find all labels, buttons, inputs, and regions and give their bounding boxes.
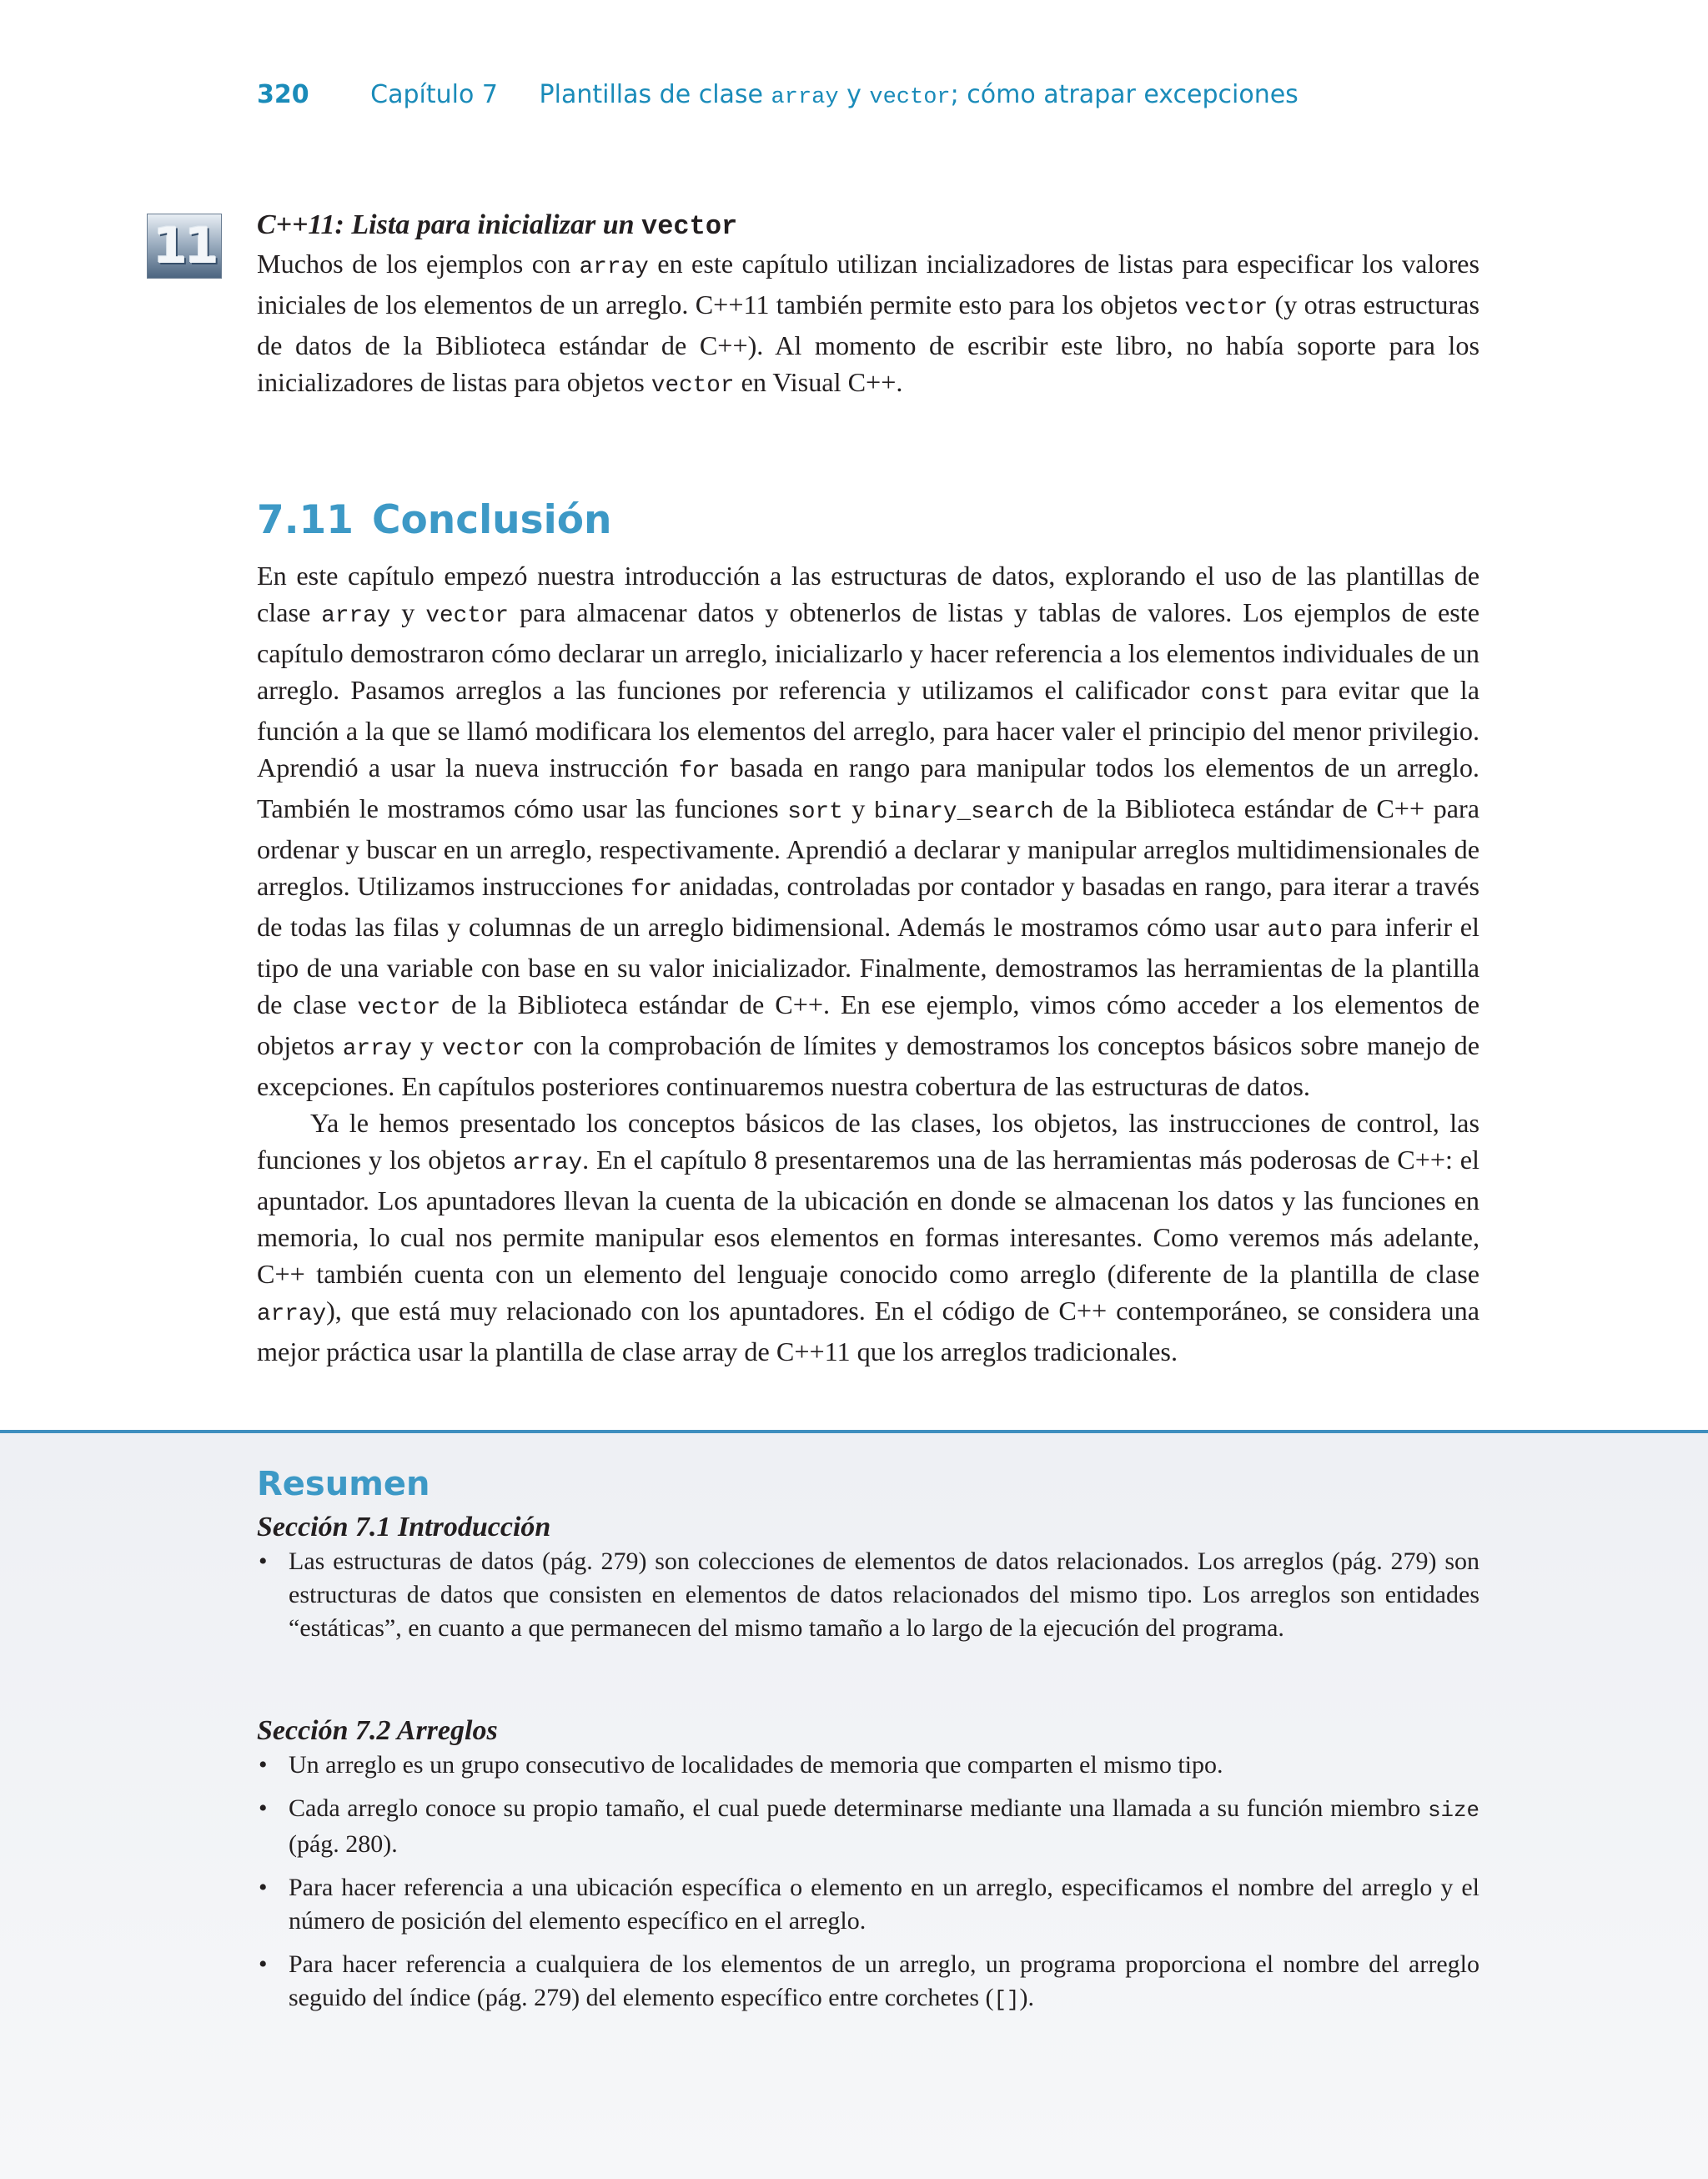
inline-code: for [678,758,721,784]
list-item: • Cada arreglo conoce su propio tamaño, el cual puede determinarse mediante una llamada a su función miembro size (pág. 280). [259,1794,1479,1858]
section-number: 7.11 [257,497,354,543]
chapter-title: Plantillas de clase array y vector; cómo atrapar excepciones [539,80,1299,110]
subsection-heading: Sección 7.1 Introducción [257,1512,551,1542]
inline-code: vector [357,995,441,1021]
inline-code: vector [441,1036,525,1062]
section-heading [257,497,611,543]
note-title: C++11: Lista para inicializar un vector [257,209,738,242]
bullet-list [257,1545,1479,1645]
chapter-label: Capítulo 7 [370,80,498,109]
cpp11-note [257,209,1479,405]
inline-code: vector [651,373,735,399]
inline-code: binary_search [873,799,1054,825]
inline-code: size [1428,1799,1479,1823]
list-item: • Un arreglo es un grupo consecutivo de localidades de memoria que comparten el mismo tipo. [259,1751,1223,1779]
inline-code: const [1200,681,1270,707]
list-item: • Las estructuras de datos (pág. 279) son colecciones de elementos de datos relacionados. Los arreglos (pág. 279) son estructuras de datos que consisten en elementos de datos relacionados del mismo tipo. Los arreglos son entidades “estáticas”, en cuanto a que permanecen del mismo tamaño a lo largo de la ejecución del programa. [259,1547,1479,1642]
inline-code: array [257,1301,327,1327]
inline-code: [] [993,1988,1020,2012]
inline-code: vector [1184,295,1268,321]
bullet-list [257,1749,1479,2017]
inline-code: array [513,1150,583,1176]
conclusion-paragraph-1: En este capítulo empezó nuestra introducción a las estructuras de datos, explorando el uso de las plantillas de clase array y vector para almacenar datos y obtenerlos de listas y tablas de valores. Los ejemplos de este capítulo demostraron cómo declarar un arreglo, inicializarlo y hacer referencia a los elementos individuales de un arreglo. Pasamos arreglos a las funciones por referencia y utilizamos el calificador const para evitar que la función a la que se llamó modificara los elementos del arreglo, para hacer valer el principio del menor privilegio. Aprendió a usar la nueva instrucción for basada en rango para manipular todos los elementos de un arreglo. También le mostramos cómo usar las funciones sort y binary_search de la Biblioteca estándar de C++ para ordenar y buscar en un arreglo, respectivamente. Aprendió a declarar y manipular arreglos multidimensionales de arreglos. Utilizamos instrucciones for anidadas, controladas por contador y basadas en rango, para iterar a través de todas las filas y columnas de un arreglo bidimensional. Además le mostramos cómo usar auto para inferir el tipo de una variable con base en su valor inicializador. Finalmente, demostramos las herramientas de la plantilla de clase vector de la Biblioteca estándar de C++. En ese ejemplo, vimos cómo acceder a los elementos de objetos array y vector con la comprobación de límites y demostramos los conceptos básicos sobre manejo de excepciones. En capítulos posteriores continuaremos nuestra cobertura de las estructuras de datos. [257,561,1480,1101]
inline-code: array [579,254,649,280]
inline-code: vector [425,603,510,629]
page-number: 320 [257,80,309,109]
inline-code: for [630,877,672,903]
section-title: Conclusión [371,497,612,543]
inline-code: array [321,603,391,629]
inline-code: auto [1267,918,1323,944]
list-item: • Para hacer referencia a cualquiera de los elementos de un arreglo, un programa proporciona el nombre del arreglo seguido del índice (pág. 279) del elemento específico entre corchetes ([]). [259,1950,1479,2012]
note-paragraph: Muchos de los ejemplos con array en este capítulo utilizan incializadores de listas para especificar los valores iniciales de los elementos de un arreglo. C++11 también permite esto para los objetos vector (y otras estructuras de datos de la Biblioteca estándar de C++). Al momento de escribir este libro, no había soporte para los inicializadores de listas para objetos vector en Visual C++. [257,249,1479,399]
conclusion-body [257,557,1479,1370]
summary-title: Resumen [257,1465,430,1503]
inline-code: sort [787,799,843,825]
list-item: • Para hacer referencia a una ubicación específica o elemento en un arreglo, especificamos el nombre del arreglo y el número de posición del elemento específico en el arreglo. [259,1874,1479,1935]
cpp11-badge-icon: 11 [147,214,222,279]
conclusion-paragraph-2: Ya le hemos presentado los conceptos básicos de las clases, los objetos, las instrucciones de control, las funciones y los objetos array. En el capítulo 8 presentaremos una de las herramientas más poderosas de C++: el apuntador. Los apuntadores llevan la cuenta de la ubicación en donde se almacenan los datos y las funciones en memoria, lo cual nos permite manipular esos elementos en formas interesantes. Como veremos más adelante, C++ también cuenta con un elemento del lenguaje conocido como arreglo (diferente de la plantilla de clase array), que está muy relacionado con los apuntadores. En el código de C++ contemporáneo, se considera una mejor práctica usar la plantilla de clase array de C++11 que los arreglos tradicionales. [257,1108,1479,1366]
inline-code: array [342,1036,412,1062]
running-head [257,80,1508,110]
summary-section [257,1465,1479,2027]
subsection-heading: Sección 7.2 Arreglos [257,1715,498,1746]
